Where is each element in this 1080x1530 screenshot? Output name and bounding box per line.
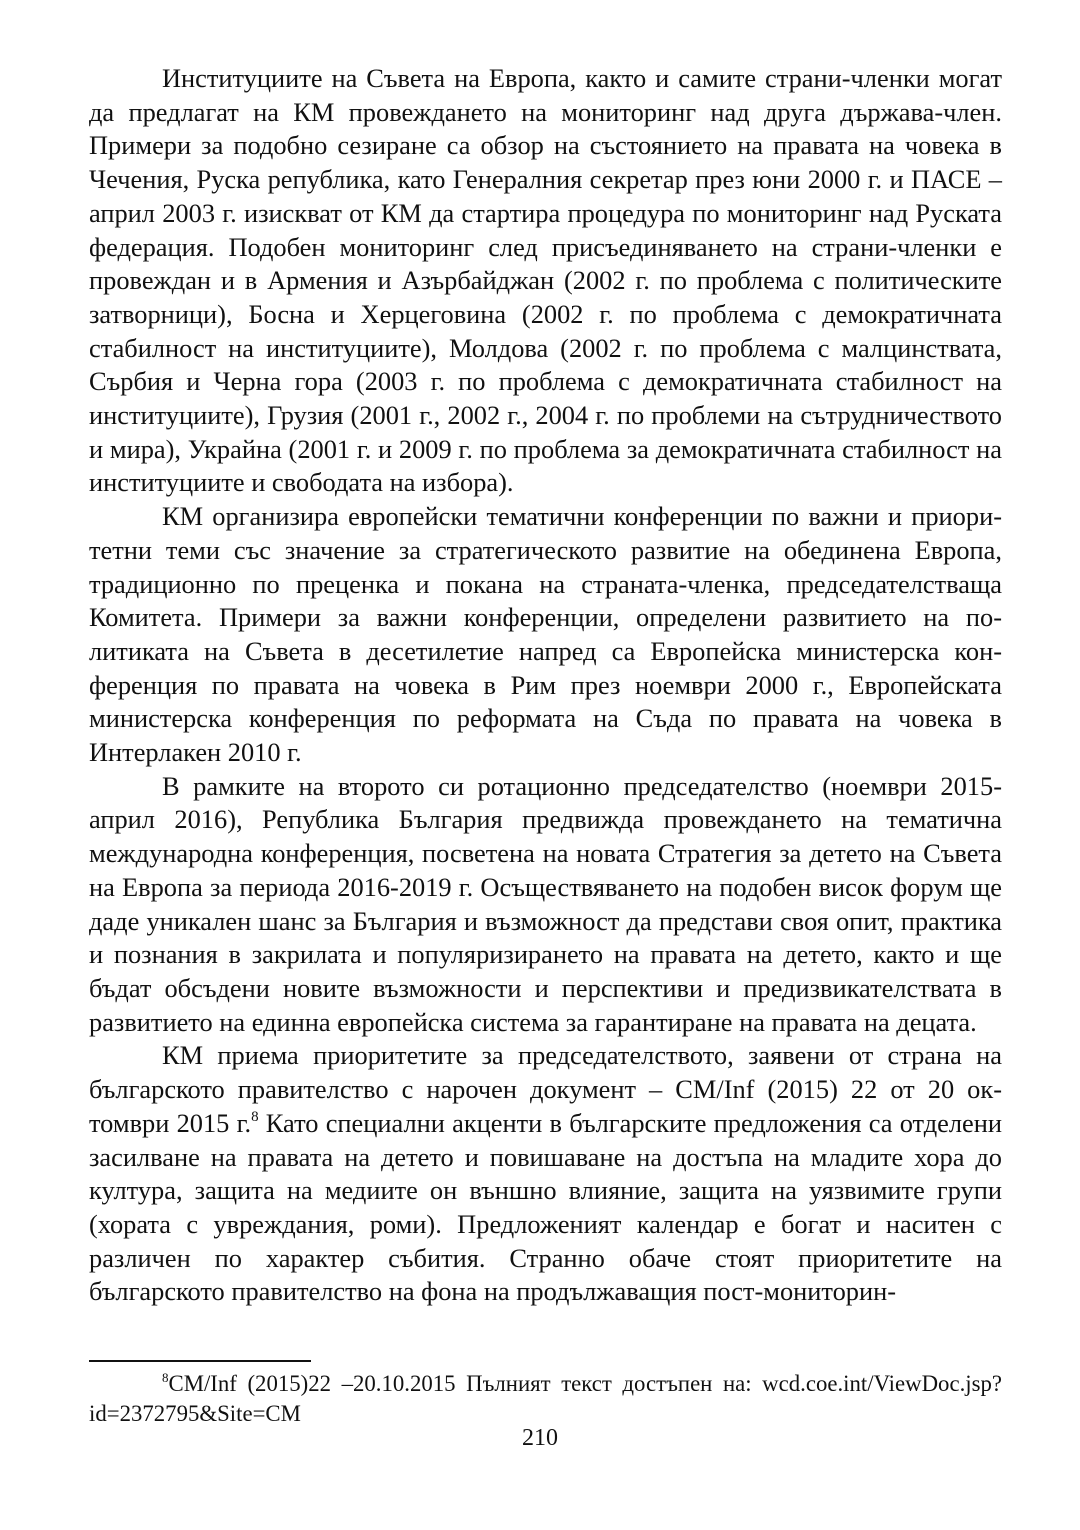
footnote-number: 8: [162, 1370, 169, 1385]
footnote-reference[interactable]: 8: [251, 1108, 259, 1125]
paragraph-2: КМ организира европейски тематични конференции по важни и приоритетни теми със значение за стратегическото развитие на обединена Европа, традиционно по преценка и покана на страната-членка, председателстваща Комитета. Примери за важни конференции, определени развитието на политиката на Съвета в десетилетие напред са Европейска министерска конференция по правата на човека в Рим през ноември 2000 г., Европейската министерска конференция по реформата на Съда по правата на човека в Интерлакен 2010 г.: [89, 501, 1002, 768]
paragraph-3: В рамките на второто си ротационно председателство (ноември 2015-април 2016), Република България предвижда провеждането на тематична международна конференция, посветена на новата Стратегия за детето на Съвета на Европа за периода 2016-2019 г. Осъществяването на подобен висок форум ще даде уникален шанс за България и възможност да представи своя опит, практика и познания в закрилата и популяризирането на правата на детето, както и ще бъдат обсъдени новите възможности и перспективи и предизвикателствата в развитието на единна европейска система за гарантиране на правата на децата.: [89, 770, 1002, 1037]
footnote: [89, 1369, 1002, 1428]
footnote-separator: [89, 1360, 311, 1362]
paragraph-4-text-end: Като специални акценти в българските предложения са отделени засилване на правата на детето и повишаване на достъпа на младите хора до култура, защита на медиите он външно влияние, защита на уязвимите групи (хората с увреждания, роми). Предложеният календар е богат и наситен с различен по характер събития. Странно обаче стоят приоритетите на българското правителство на фона на продължаващия пост-мониторин-: [89, 1107, 1002, 1307]
page-number: 210: [522, 1425, 558, 1451]
page-body: [89, 62, 1002, 1309]
paragraph-4-text-start: КМ приема приоритетите за председателството, заявени от страна на българското правителство с нарочен документ – CM/Inf (2015) 22 от 20 октомври 2015 г.: [89, 1040, 1002, 1138]
paragraph-1: Институциите на Съвета на Европа, както и самите страни-членки могат да предлагат на КМ провеждането на мониторинг над друга държава-член. Примери за подобно сезиране са обзор на състоянието на правата на човека в Чечения, Руска република, като Генералния секретар през юни 2000 г. и ПАСЕ – април 2003 г. изискват от КМ да стартира процедура по мониторинг над Руската федерация. Подобен мониторинг след присъединяването на страни-членки е провеждан и в Армения и Азърбайджан (2002 г. по проблема с политическите затворници), Босна и Херцеговина (2002 г. по проблема с демократичната стабилност на институциите), Молдова (2002 г. по проблема с малцинствата, Сърбия и Черна гора (2003 г. по проблема с демократичната стабилност на институциите), Грузия (2001 г., 2002 г., 2004 г. по проблеми на сътрудничеството и мира), Украйна (2001 г. и 2009 г. по проблема за демократичната стабилност на институциите и свободата на избора).: [89, 63, 1002, 498]
paragraph-4: [89, 1039, 1002, 1309]
footnote-text: CM/Inf (2015)22 –20.10.2015 Пълният текст достъпен на: wcd.coe.int/ViewDoc.jsp? id=2372795&Site=CM: [89, 1371, 1002, 1426]
